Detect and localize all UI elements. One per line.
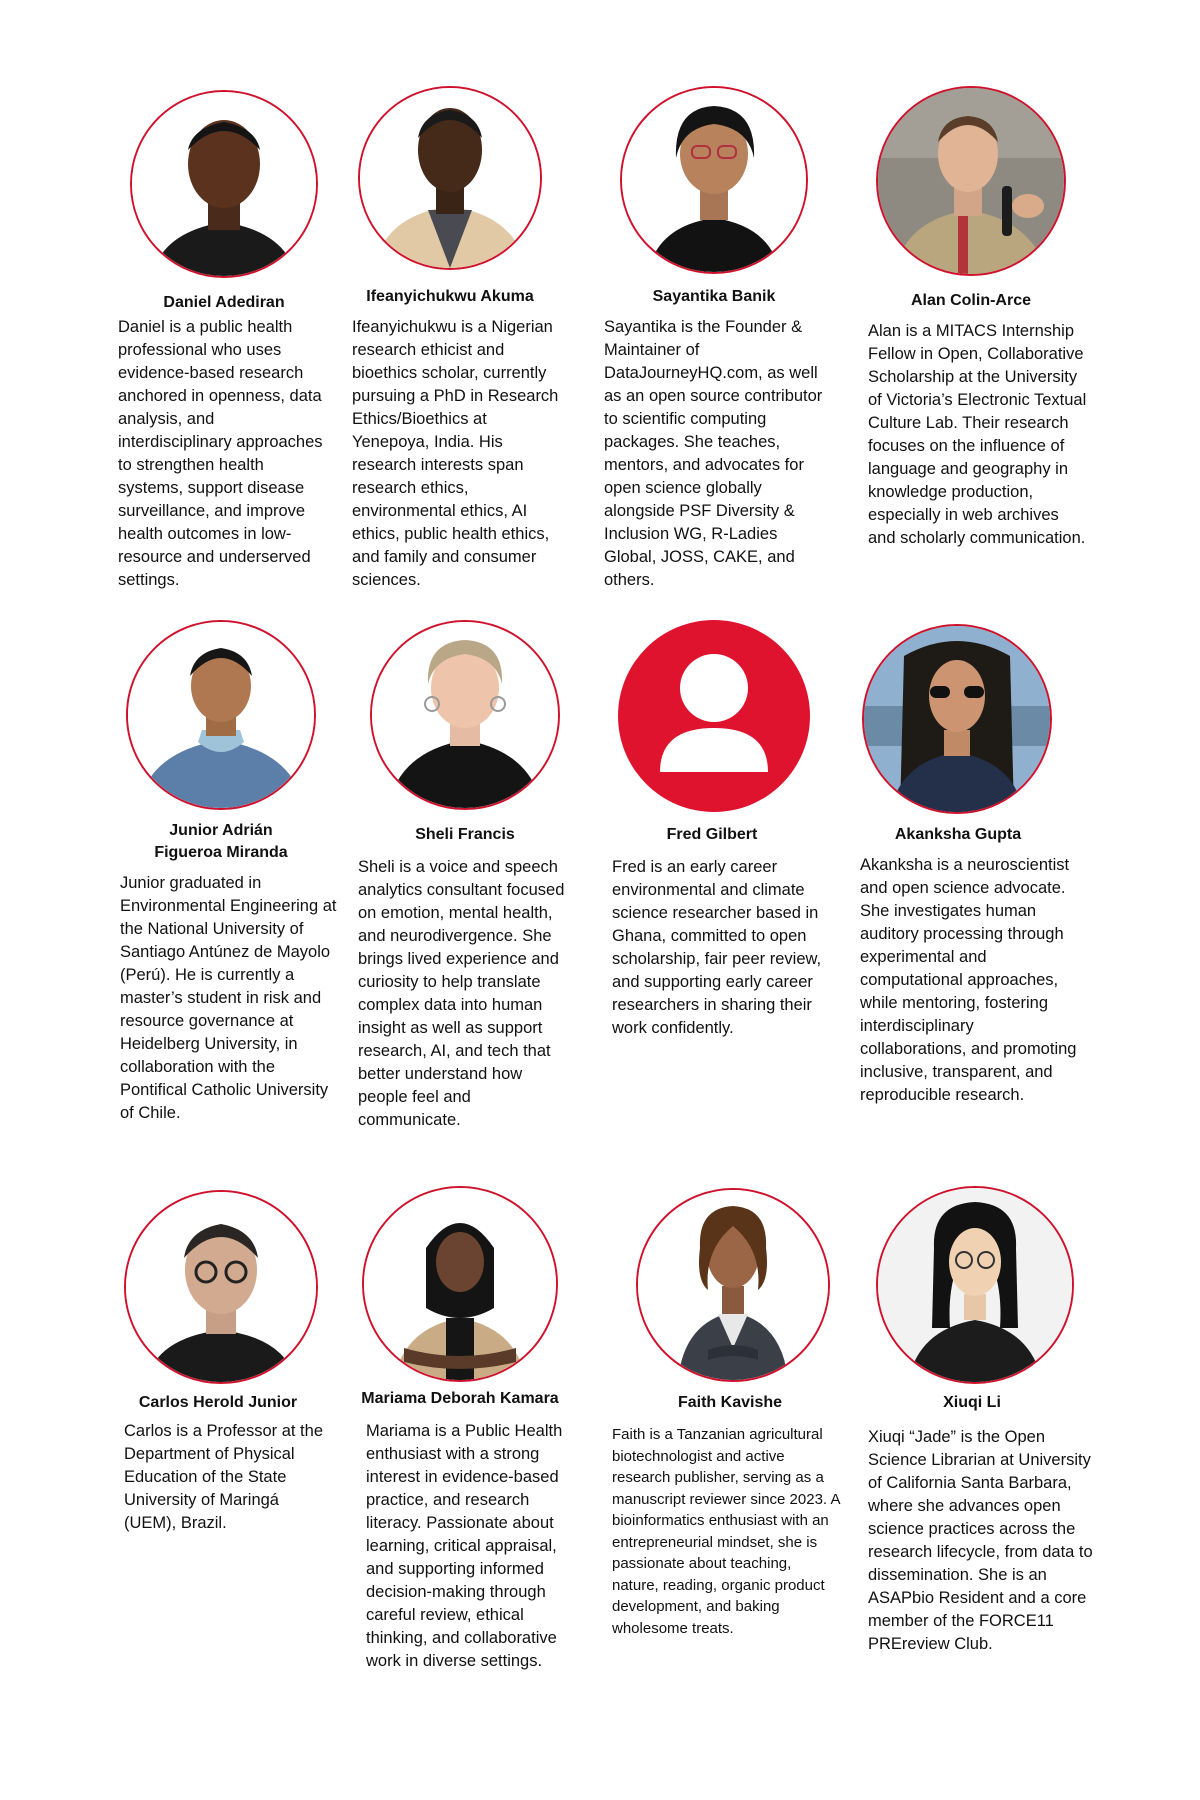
profile-photo	[126, 620, 316, 810]
person-icon	[618, 620, 810, 812]
profile-photo	[876, 86, 1066, 276]
portrait-image	[126, 1192, 316, 1382]
profile-photo	[124, 1190, 318, 1384]
profile-bio: Fred is an early career environmental and climate science researcher based in Ghana, committed to open scholarship, fair peer review, and supporting early career researchers in sharing their work confidently.	[612, 858, 822, 1037]
profile-bio: Carlos is a Professor at the Department of Physical Education of the State University of Maringá (UEM), Brazil.	[124, 1422, 323, 1532]
profile-bio: Xiuqi “Jade” is the Open Science Librarian at University of California Santa Barbara, where she advances open science practices across the research lifecycle, from data to dissemination. She is an ASAPbio Resident and a core member of the FORCE11 PREreview Club.	[868, 1428, 1093, 1653]
profile-photo	[358, 86, 542, 270]
profile-name: Faith Kavishe	[677, 1394, 783, 1411]
profile-bio: Sheli is a voice and speech analytics consultant focused on emotion, mental health, and neurodivergence. She brings lived experience and curiosity to help translate complex data into human insight as well as support research, AI, and tech that better understand how people feel and communicate.	[358, 858, 565, 1129]
profile-name: Sheli Francis	[415, 826, 515, 843]
profile-photo	[130, 90, 318, 278]
profile-name: Mariama Deborah Kamara	[361, 1390, 559, 1407]
portrait-image	[622, 88, 806, 272]
profile-bio: Mariama is a Public Health enthusiast with a strong interest in evidence-based practice, and research literacy. Passionate about learning, critical appraisal, and supporting informed decision-making through careful review, ethical thinking, and collaborative work in diverse settings.	[366, 1422, 563, 1670]
profile-name: Alan Colin-Arce	[910, 292, 1031, 309]
profile-name: Fred Gilbert	[666, 826, 758, 843]
portrait-image	[864, 626, 1050, 812]
profile-photo	[620, 86, 808, 274]
profile-photo	[876, 1186, 1074, 1384]
portrait-image	[878, 1188, 1072, 1382]
portrait-image	[364, 1188, 556, 1380]
profile-name: Xiuqi Li	[943, 1394, 1001, 1411]
profile-name: Daniel Adediran	[163, 294, 285, 311]
profile-bio: Faith is a Tanzanian agricultural biotechnologist and active research publisher, serving as a manuscript reviewer since 2023. A bioinformatics enthusiast with an entrepreneurial mindset, she is passionate about teaching, nature, reading, organic product development, and baking wholesome treats.	[612, 1426, 840, 1637]
profile-bio: Sayantika is the Founder & Maintainer of DataJourneyHQ.com, as well as an open source contributor to scientific computing packages. She teaches, mentors, and advocates for open science globally alongside PSF Diversity & Inclusion WG, R-Ladies Global, JOSS, CAKE, and others.	[604, 318, 823, 589]
profile-name-line1: Junior Adrián	[169, 822, 273, 839]
profile-name: Carlos Herold Junior	[138, 1394, 298, 1411]
profile-bio: Junior graduated in Environmental Engineering at the National University of Santiago Antúnez de Mayolo (Perú). He is currently a master’s student in risk and resource governance at Heidelberg University, in collaboration with the Pontifical Catholic University of Chile.	[120, 874, 337, 1122]
profile-bio: Alan is a MITACS Internship Fellow in Open, Collaborative Scholarship at the University of Victoria’s Electronic Textual Culture Lab. Their research focuses on the influence of language and geography in knowledge production, especially in web archives and scholarly communication.	[868, 322, 1087, 547]
profile-photo	[370, 620, 560, 810]
profile-name: Ifeanyichukwu Akuma	[366, 288, 534, 305]
portrait-image	[360, 88, 540, 268]
profile-name-line2: Figueroa Miranda	[154, 844, 288, 861]
portrait-image	[128, 622, 314, 808]
profile-name: Sayantika Banik	[652, 288, 776, 305]
portrait-image	[878, 88, 1064, 274]
portrait-image	[638, 1190, 828, 1380]
profile-bio: Ifeanyichukwu is a Nigerian research ethicist and bioethics scholar, currently pursuing a PhD in Research Ethics/Bioethics at Yenepoya, India. His research interests span research ethics, environmental ethics, AI ethics, public health ethics, and family and consumer sciences.	[352, 318, 559, 589]
portrait-image	[372, 622, 558, 808]
profile-bio: Akanksha is a neuroscientist and open science advocate. She investigates human auditory processing through experimental and computational approaches, while mentoring, fostering interdisciplinary collaborations, and promoting inclusive, transparent, and reproducible research.	[860, 856, 1077, 1104]
profile-photo	[862, 624, 1052, 814]
profile-bio: Daniel is a public health professional who uses evidence-based research anchored in openness, data analysis, and interdisciplinary approaches to strengthen health systems, support disease surveillance, and improve health outcomes in low-resource and underserved settings.	[118, 318, 323, 589]
portrait-image	[132, 92, 316, 276]
profile-name: Akanksha Gupta	[894, 826, 1022, 843]
profile-photo	[636, 1188, 830, 1382]
profile-photo	[362, 1186, 558, 1382]
